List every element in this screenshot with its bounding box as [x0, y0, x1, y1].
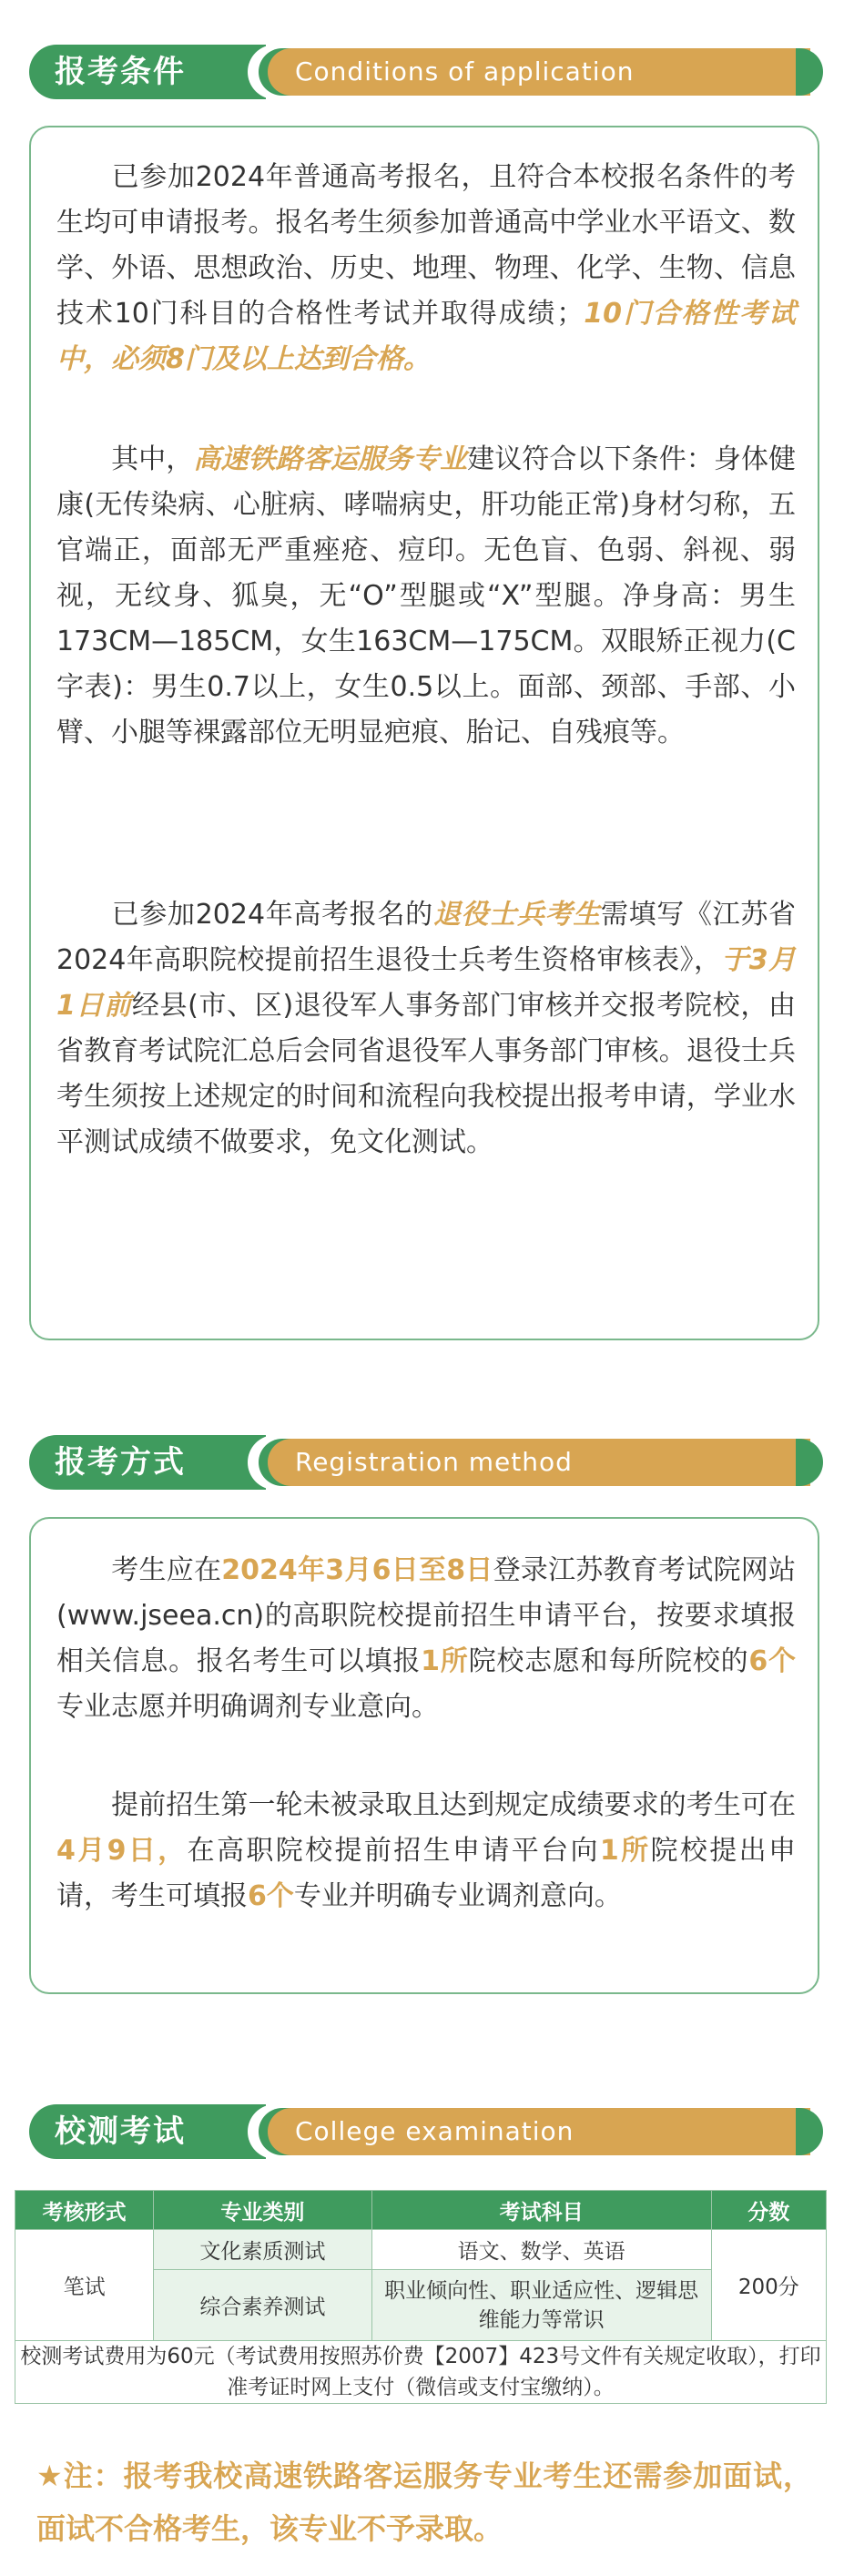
registration-box	[29, 1517, 819, 1994]
conditions-p3-prefix: 已参加2024年高考报名的	[111, 899, 433, 931]
section-header-conditions	[29, 45, 823, 99]
registration-major-count: 6个	[748, 1645, 797, 1677]
section-header-registration	[29, 1435, 823, 1490]
conditions-p1-highlight: 10门合格性考试中，必须8门及以上达到合格。	[56, 298, 796, 375]
header-gold-bar	[268, 1439, 810, 1486]
registration-second-date: 4月9日，	[56, 1835, 188, 1867]
exam-subjects-cell: 职业倾向性、职业适应性、逻辑思维能力等常识	[371, 2270, 711, 2341]
registration-p2-c: 院校提出申请，考生可填报	[56, 1835, 796, 1912]
exam-subjects-cell: 语文、数学、英语	[371, 2230, 711, 2270]
registration-paragraph-1	[56, 1548, 796, 1730]
section-title: 报考条件	[55, 54, 186, 90]
registration-p1-b: 登录江苏教育考试院网站(www.jseea.cn)的高职院校提前招生申请平台，按要求填报相关信息。报名考生可以填报	[56, 1554, 797, 1677]
header-gold-bar	[268, 48, 810, 96]
registration-school-count: 1所	[421, 1645, 469, 1677]
registration-second-major-count: 6个	[248, 1880, 294, 1912]
registration-p1-a: 考生应在	[111, 1554, 222, 1586]
header-cell-subjects: 考试科目	[371, 2191, 711, 2230]
exam-table	[15, 2190, 827, 2404]
conditions-box	[29, 126, 819, 1340]
header-end-cap	[796, 2108, 823, 2155]
header-end-cap	[796, 1439, 823, 1486]
section-subtitle: Conditions of application	[295, 56, 635, 87]
registration-paragraph-2	[56, 1783, 796, 1919]
header-cell-form: 考核形式	[15, 2191, 154, 2230]
exam-category-cell: 综合素养测试	[154, 2270, 372, 2341]
exam-category-cell: 文化素质测试	[154, 2230, 372, 2270]
header-end-cap	[796, 48, 823, 96]
section-subtitle: College examination	[295, 2116, 575, 2146]
header-gold-bar	[268, 2108, 810, 2155]
fee-note-row	[15, 2341, 827, 2404]
conditions-paragraph-1	[56, 155, 796, 382]
conditions-p3-highlight-1: 退役士兵考生	[432, 899, 601, 931]
registration-second-school-count: 1所	[599, 1835, 651, 1867]
header-cell-category: 专业类别	[154, 2191, 372, 2230]
conditions-p2-text: 建议符合以下条件：身体健康(无传染病、心脏病、哮喘病史，肝功能正常)身材匀称，五官端正，面部无严重痤疮、痘印。无色盲、色弱、斜视、弱视，无纹身、狐臭，无“O”型腿或“X”型腿。净身高：男生173CM—185CM，女生163CM—175CM。双眼矫正视力(C字表)：男生0.7以上，女生0.5以上。面部、颈部、手部、小臂、小腿等裸露部位无明显疤痕、胎记、自残痕等。	[56, 443, 797, 748]
conditions-paragraph-2	[56, 437, 796, 756]
registration-p1-c: 院校志愿和每所院校的	[468, 1645, 749, 1677]
conditions-p2-highlight: 高速铁路客运服务专业	[193, 443, 468, 475]
conditions-p1-text: 已参加2024年普通高考报名，且符合本校报名条件的考生均可申请报考。报名考生须参加普通高中学业水平语文、数学、外语、思想政治、历史、地理、物理、化学、生物、信息技术10门科目的合格性考试并取得成绩；	[56, 161, 796, 330]
table-header-row	[15, 2191, 827, 2230]
registration-date: 2024年3月6日至8日	[221, 1554, 493, 1586]
conditions-p3-highlight-2: 于3月1日前	[56, 944, 796, 1022]
registration-p2-d: 专业并明确专业调剂意向。	[293, 1880, 622, 1912]
section-header-exam	[29, 2104, 823, 2159]
conditions-p3-mid: 需填写《江苏省2024年高职院校提前招生退役士兵考生资格审核表》，	[56, 899, 797, 976]
exam-score-cell: 200分	[711, 2230, 826, 2341]
registration-p2-a: 提前招生第一轮未被录取且达到规定成绩要求的考生可在	[111, 1789, 796, 1821]
conditions-p2-prefix: 其中，	[111, 443, 194, 475]
header-cell-score: 分数	[711, 2191, 826, 2230]
section-title: 报考方式	[55, 1444, 186, 1481]
conditions-paragraph-3	[56, 892, 796, 1166]
registration-p2-b: 在高职院校提前招生申请平台向	[187, 1835, 600, 1867]
exam-form-cell: 笔试	[15, 2230, 154, 2341]
section-title: 校测考试	[55, 2113, 186, 2150]
conditions-p3-text: 经县(市、区)退役军人事务部门审核并交报考院校，由省教育考试院汇总后会同省退役军人事务部门审核。退役士兵考生须按上述规定的时间和流程向我校提出报考申请，学业水平测试成绩不做要求，免文化测试。	[56, 990, 796, 1158]
section-subtitle: Registration method	[295, 1447, 573, 1477]
interview-note: ★注：报考我校高速铁路客运服务专业考生还需参加面试，面试不合格考生，该专业不予录取。	[36, 2459, 812, 2546]
registration-p1-d: 专业志愿并明确调剂专业意向。	[56, 1691, 439, 1723]
fee-note: 校测考试费用为60元（考试费用按照苏价费【2007】423号文件有关规定收取），打印准考证时网上支付（微信或支付宝缴纳）。	[15, 2341, 827, 2404]
table-row	[15, 2230, 827, 2270]
